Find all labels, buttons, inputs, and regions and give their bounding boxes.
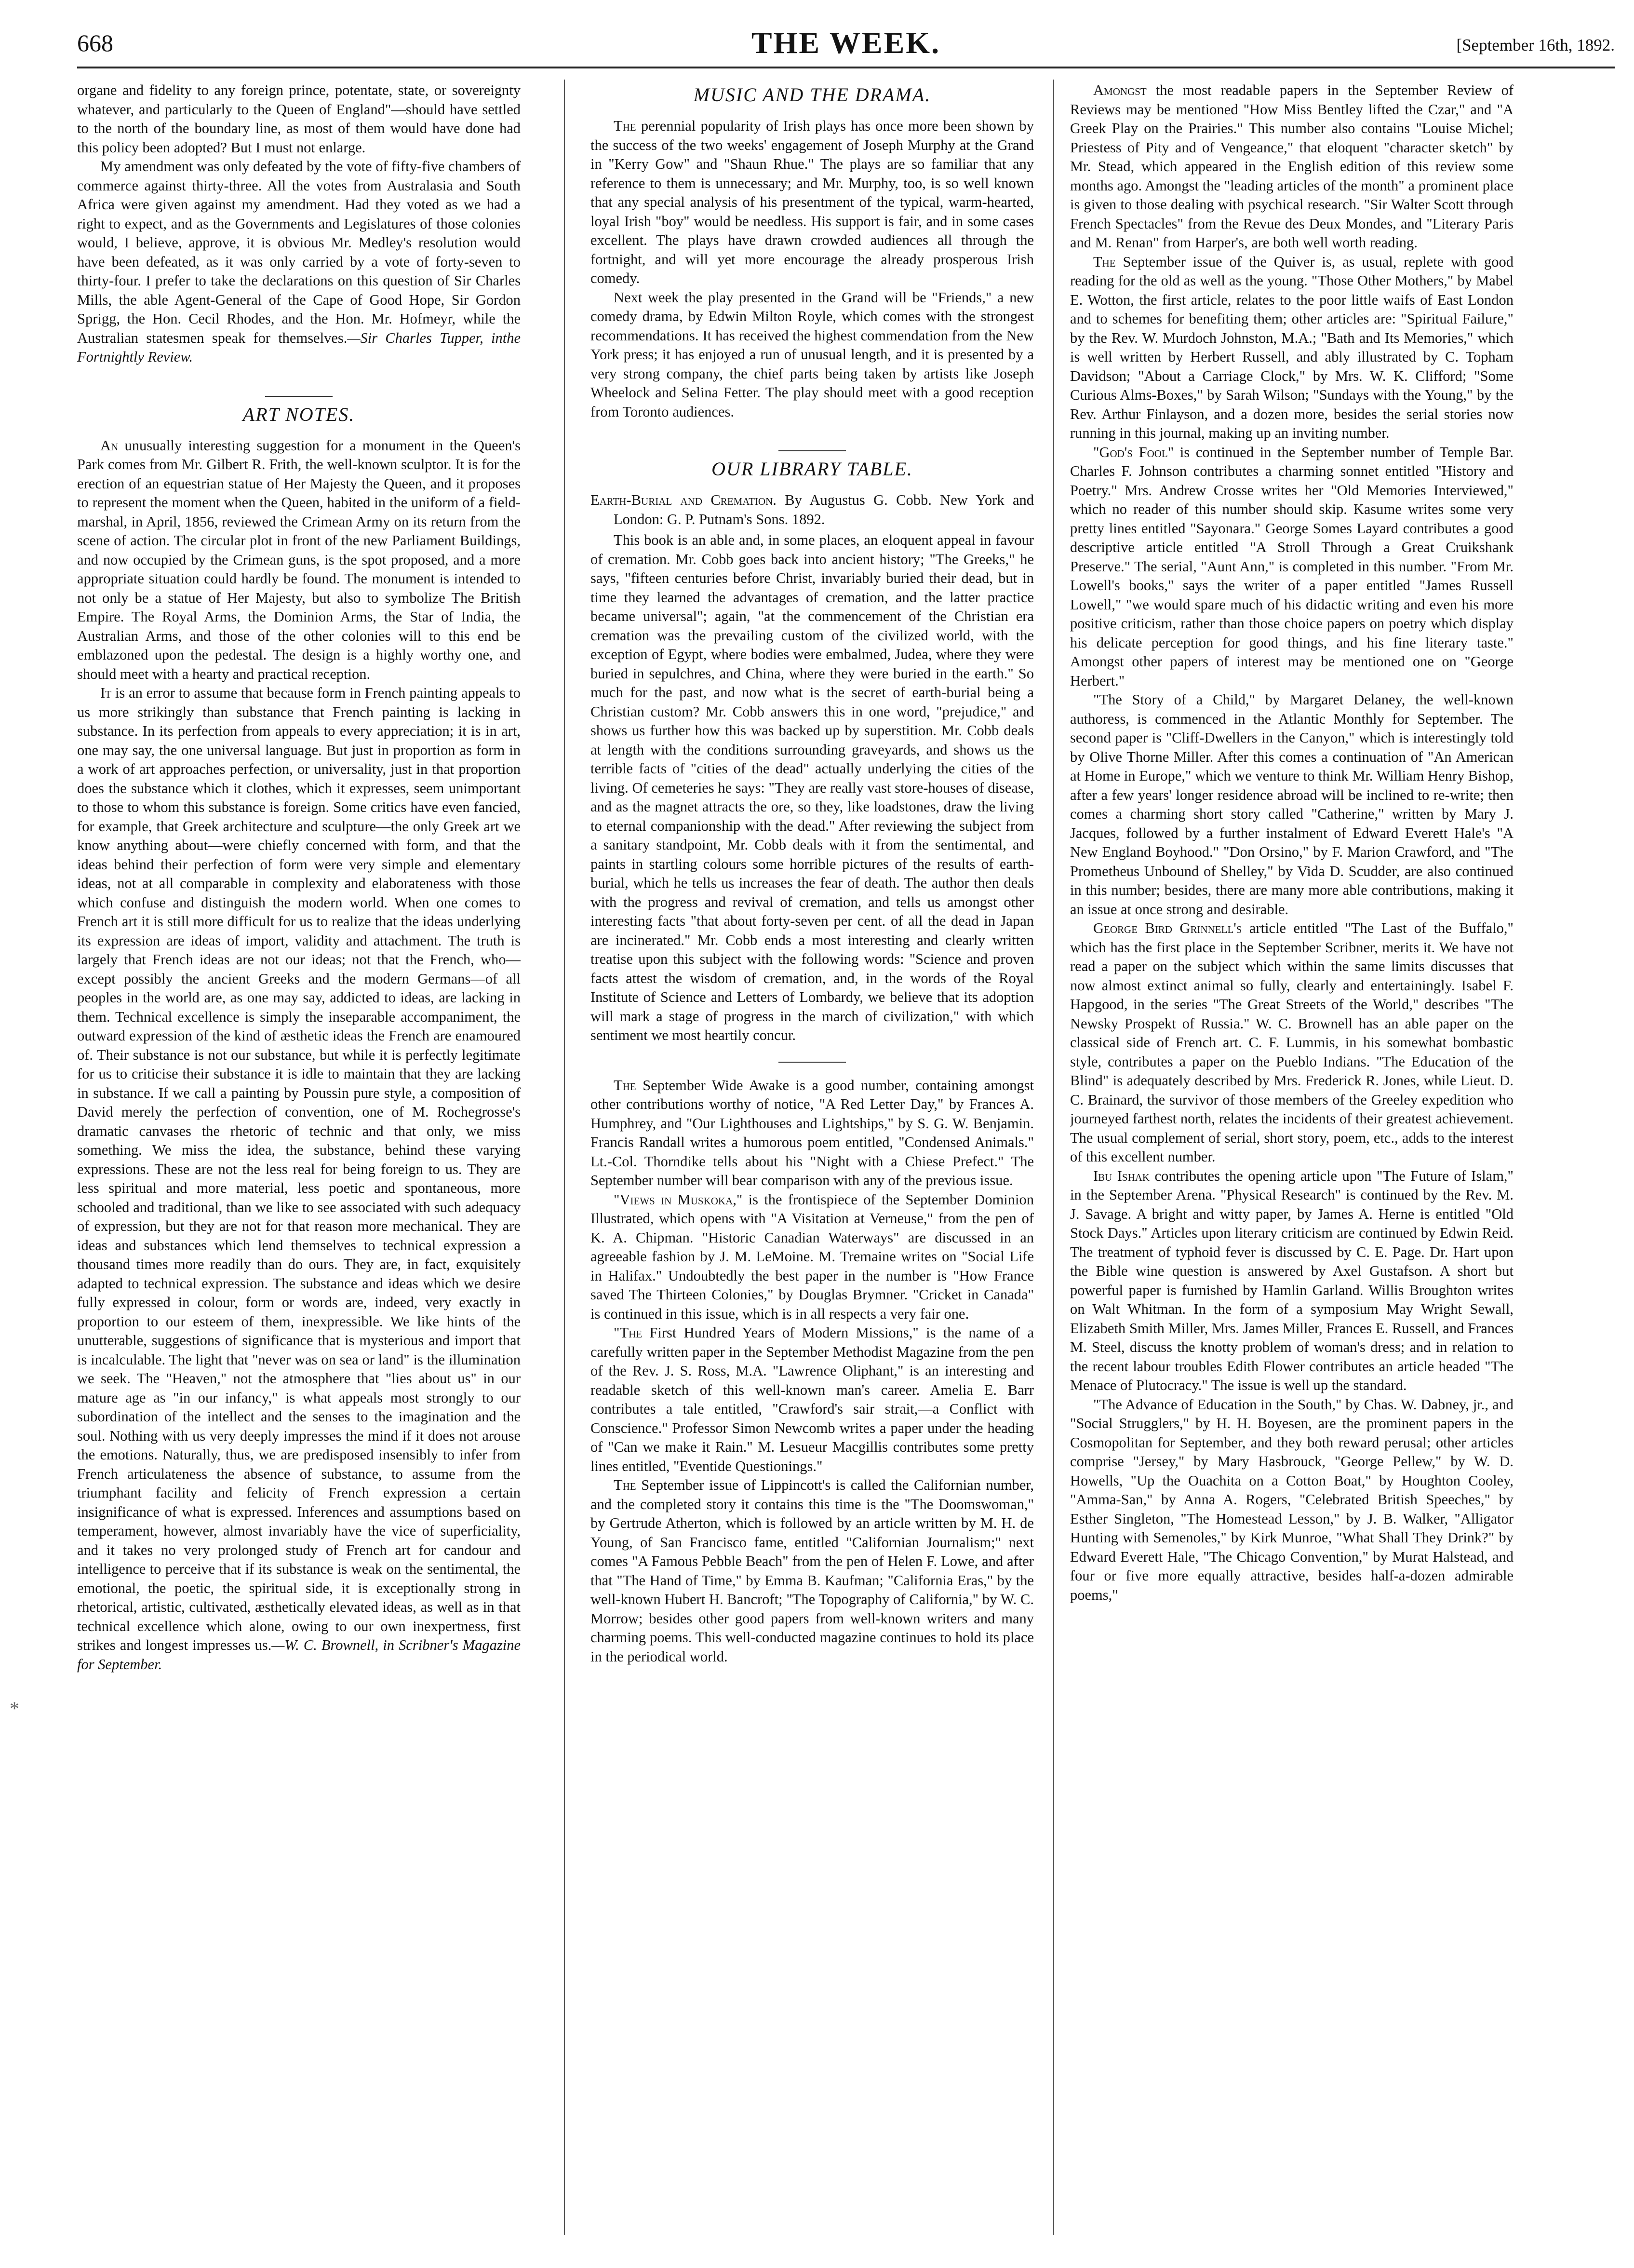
section-rule	[778, 450, 846, 451]
lead-word: "The	[614, 1324, 643, 1341]
paragraph	[590, 1323, 1034, 1476]
column-middle	[590, 81, 1034, 2231]
paragraph	[1070, 919, 1513, 1167]
paragraph	[77, 157, 521, 367]
section-heading-library-table: OUR LIBRARY TABLE.	[711, 458, 913, 480]
issue-date: [September 16th, 1892.	[1456, 36, 1615, 54]
paragraph	[590, 117, 1034, 288]
lead-word: "God's Fool"	[1093, 444, 1174, 460]
paragraph-body: the most readable papers in the September Review of Reviews may be mentioned "How Miss Bentley lifted the Czar," and "A Greek Play on the Prairies." This number also contains "Louise Michel; Priestess of Pity and of Vengeance," that eloquent "character sketch" by Mr. Stead, which appeared in the English edition of this review some months ago. Amongst the "leading articles of the month" a prominent place is given to those dealing with psychical research. "Sir Walter Scott through French Spectacles" from the Revue des Deux Mondes, and "Literary Paris and M. Renan" from Harper's, are both well worth reading.	[1070, 82, 1513, 251]
attribution: —W. C. Brownell, in Scribner's Magazine for September.	[77, 1637, 521, 1673]
lead-word: "Views in Muskoka,"	[614, 1191, 743, 1208]
page-header	[77, 25, 1615, 64]
paragraph	[1070, 253, 1513, 443]
paragraph	[1070, 443, 1513, 691]
lead-word: The	[614, 1477, 636, 1493]
paragraph	[1070, 1167, 1513, 1395]
book-meta: By Augustus G. Cobb. New York and London: G. P. Putnam's Sons. 1892.	[614, 492, 1034, 527]
paragraph-body: is the frontispiece of the September Dominion Illustrated, which opens with "A Visitation at Verneuse," from the pen of K. A. Chipman. "Historic Canadian Waterways" are discussed in an agreeable fashion by J. M. LeMoine. M. Tremaine writes on "Social Life in Halifax." Undoubtedly the best paper in the number is "How France saved The Thirteen Colonies," by Douglas Brymner. "Cricket in Canada" is continued in this issue, which is in all respects a very fair one.	[590, 1191, 1034, 1322]
paragraph: This book is an able and, in some places, an eloquent appeal in favour of cremation. Mr. Cobb goes back into ancient history; "The Greeks," he says, "fifteen centuries before Christ, invariably buried their dead, but in time they learned the advantages of cremation, and the latter practice became universal"; again, "at the commencement of the Christian era cremation was the prevailing custom of the civilized world, with the exception of Egypt, where bodies were embalmed, Judea, where they were buried in sepulchres, and China, where they were buried in the earth." So much for the past, and now what is the secret of earth-burial being a Christian custom? Mr. Cobb answers this in one word, "prejudice," and shows us further how this was backed up by superstition. Mr. Cobb deals at length with the conditions surrounding graveyards, and shows us the terrible facts of "cities of the dead" actually underlying the cities of the living. Of cemeteries he says: "They are really vast store-houses of disease, and as the magnet attracts the ore, so they, like loadstones, draw the living to eternal companionship with the dead." After reviewing the subject from a sanitary standpoint, Mr. Cobb deals with it from the sentimental, and paints in startling colours some horrible pictures of the results of earth-burial, which he tells us increases the fear of death. The author then deals with the progress and revival of cremation, and tells us amongst other interesting facts "that about forty-seven per cent. of all the dead in Japan are incinerated." Mr. Cobb ends a most interesting and clearly written treatise upon this subject with the following words: "Science and proven facts attest the wisdom of cremation, and, in the words of the Royal Institute of Science and Letters of Lombardy, we believe that its adoption will mark a stage of progress in the march of civilization," with which sentiment we most heartily concur.	[590, 532, 1034, 1043]
paragraph	[77, 436, 521, 684]
column-divider	[564, 80, 565, 2235]
paragraph	[1070, 81, 1513, 253]
paragraph: organe and fidelity to any foreign prince, potentate, state, or sovereignty whatever, and particularly to the Queen of England"—should have settled to the north of the boundary line, as most of them would have done had this policy been adopted? But I must not enlarge.	[77, 82, 521, 156]
page-number: 668	[77, 29, 113, 56]
column-right	[1070, 81, 1513, 2231]
lead-word: Ibu Ishak	[1093, 1167, 1150, 1184]
paragraph: "The Advance of Education in the South," by Chas. W. Dabney, jr., and "Social Strugglers," by H. H. Boyesen, are the prominent papers in the Cosmopolitan for September, and they both reward perusal; other articles comprise "Jersey," by Mary Hasbrouck, "George Pellew," by W. D. Howells, "Up the Ouachita on a Cotton Boat," by Houghton Cooley, "Amma-San," by Anna A. Rogers, "Celebrated British Speeches," by Esther Singleton, "The Homestead Lesson," by J. B. Walker, "Alligator Hunting with Semenoles," by Kirk Munroe, "What Shall They Drink?" by Edward Everett Hale, "The Chicago Convention," by Murat Halstead, and four or five more equally attractive, besides half-a-dozen admirable poems,"	[1070, 1396, 1513, 1603]
paragraph-body: First Hundred Years of Modern Missions," is the name of a carefully written paper in the September Methodist Magazine from the pen of the Rev. J. S. Ross, M.A. "Lawrence Oliphant," is an interesting and readable sketch of this well-known man's career. Amelia E. Barr contributes a tale entitled, "Crawford's sair strait,—a Conflict with Conscience." Professor Simon Newcomb writes a paper under the heading of "Can we make it Rain." M. Lesueur Macgillis contributes some pretty lines entitled, "Eventide Questionings."	[590, 1324, 1034, 1474]
paragraph-body: September Wide Awake is a good number, containing amongst other contributions worthy of notice, "A Red Letter Day," by Frances A. Humphrey, and "Our Lighthouses and Lightships," by S. G. W. Benjamin. Francis Randall writes a humorous poem entitled, "Condensed Animals." Lt.-Col. Thorndike tells about his "Night with a Chiese Prefect." The September number will bear comparison with any of the previous issue.	[590, 1077, 1034, 1188]
header-rule	[77, 67, 1615, 68]
paragraph-body: My amendment was only defeated by the vote of fifty-five chambers of commerce against thirty-three. All the votes from Australasia and South Africa were given against my amendment. Had they voted as we had a right to expect, and as the Governments and Legislatures of those colonies would, I believe, approve, it is obvious Mr. Medley's resolution would have been defeated, as it was only carried by a vote of forty-seven to thirty-four. I prefer to take the declarations on this question of Sir Charles Mills, the able Agent-General of the Cape of Good Hope, Sir Gordon Sprigg, the Hon. Cecil Rhodes, and the Hon. Mr. Hofmeyr, while the Australian statesmen speak for themselves.	[77, 158, 521, 346]
section-rule	[778, 1062, 846, 1063]
paragraph-body: article entitled "The Last of the Buffalo," which has the first place in the September Scribner, merits it. We have not read a paper on the subject which within the same limits discusses that now almost extinct animal so fully, clearly and entertainingly. Isabel F. Hapgood, in the series "The Great Streets of the World," describes "The Newsky Prospekt of Russia." W. C. Brownell has an able paper on the classical side of French art. C. F. Lummis, in his somewhat bombastic style, contributes a paper on the Pueblo Indians. "The Education of the Blind" is adequately described by Mrs. Frederick R. Jones, while Lieut. D. C. Brainard, the survivor of those members of the Greeley expedition who journeyed farthest north, relates the incidents of their greatest achievement. The usual complement of serial, short story, poem, etc., adds to the interest of this excellent number.	[1070, 920, 1513, 1165]
paragraph-body: contributes the opening article upon "The Future of Islam," in the September Arena. "Physical Research" is continued by the Rev. M. J. Savage. A bright and witty paper, by James A. Herne is entitled "Old Stock Days." Articles upon literary criticism are continued by Edwin Reid. The treatment of typhoid fever is discussed by C. E. Page. Dr. Hart upon the Bible wine question is answered by Axel Gustafson. A short but powerful paper is furnished by Hamlin Garland. Willis Broughton writes on Walt Whitman. In the form of a symposium May Wright Sewall, Elizabeth Smith Miller, Mrs. James Miller, Frances E. Russell, and Frances M. Steel, discuss the knotty problem of woman's dress; and in relation to the recent labour troubles Edith Flower contributes an article headed "The Menace of Plutocracy." The issue is well up the standard.	[1070, 1167, 1513, 1393]
lead-word: Amongst	[1093, 82, 1147, 98]
paragraph-body: is continued in the September number of Temple Bar. Charles F. Johnson contributes a charming sonnet entitled "History and Poetry." Mrs. Andrew Crosse writes her "Old Memories Interviewed," which no reader of this number should skip. Kasume writes some very pretty lines entitled "Sayonara." George Somes Layard contributes a good descriptive article entitled "A Stroll Through a Great Cruikshank Preserve." The serial, "Aunt Ann," is completed in this number. "From Mr. Lowell's books," says the writer of a paper entitled "James Russell Lowell," "we would spare much of his didactic writing and even his more positive criticism, rather than those choice papers on poetry which display his delicate perception for good things, and his fine literary taste." Amongst other papers of interest may be mentioned one on "George Herbert."	[1070, 444, 1513, 689]
margin-mark: *	[10, 1698, 19, 1719]
lead-word: It	[100, 685, 111, 701]
section-heading-art-notes: ART NOTES.	[242, 403, 355, 425]
column-left	[77, 81, 521, 2231]
masthead-title: THE WEEK.	[751, 26, 941, 60]
paragraph: "The Story of a Child," by Margaret Delaney, the well-known authoress, is commenced in the Atlantic Monthly for September. The second paper is "Cliff-Dwellers in the Canyon," which is interestingly told by Olive Thorne Miller. After this comes a continuation of "An American at Home in Europe," which we venture to think Mr. William Henry Bishop, after a few years' longer residence abroad will be inclined to re-write; then comes a charming short story called "Catherine," written by Mary J. Jacques, followed by a further instalment of Edward Everett Hale's "A New England Boyhood." "Don Orsino," by F. Marion Crawford, and "The Prometheus Unbound of Shelley," by Vida D. Scudder, are also continued in this number; besides, there are many more able contributions, making it an issue at once strong and desirable.	[1070, 691, 1513, 918]
section-rule	[265, 396, 333, 397]
lead-word: George Bird Grinnell's	[1093, 920, 1242, 936]
paragraph-body: September issue of the Quiver is, as usual, replete with good reading for the old as well as the young. "Those Other Mothers," by Mabel E. Wotton, the first article, relates to the poor little waifs of East London and to schemes for benefiting them; other articles are: "Spiritual Failure," by the Rev. W. Murdoch Johnston, M.A.; "Bath and Its Memories," which is well written by Herbert Russell, and ably illustrated by C. Topham Davidson; "About a Carriage Clock," by Mrs. W. K. Clifford; "Some Curious Alms-Boxes," by Sarah Wilson; "Sundays with the Young," by the Rev. Arthur Finlayson, and a dozen more, besides the serial stories now running in this journal, making up an inviting number.	[1070, 253, 1513, 441]
lead-word: The	[614, 1077, 636, 1094]
paragraph	[590, 1190, 1034, 1324]
paragraph-body: perennial popularity of Irish plays has once more been shown by the success of the two weeks' engagement of Joseph Murphy at the Grand in "Kerry Gow" and "Shaun Rhue." The plays are so familiar that any reference to them is unnecessary; and Mr. Murphy, too, is so well known that any special analysis of his presentment of the typical, warm-hearted, loyal Irish "boy" would be needless. His support is fair, and in some cases excellent. The plays have drawn crowded audiences all through the fortnight, and will yet more encourage the already prosperous Irish comedy.	[590, 118, 1034, 286]
paragraph	[590, 1476, 1034, 1666]
paragraph	[77, 684, 521, 1674]
lead-word: An	[100, 437, 119, 454]
lead-word: The	[614, 118, 636, 134]
paragraph-body: unusually interesting suggestion for a monument in the Queen's Park comes from Mr. Gilbert R. Frith, the well-known sculptor. It is for the erection of an equestrian statue of Her Majesty the Queen, and it proposes to represent the moment when the Queen, habited in the uniform of a field-marshal, in April, 1856, reviewed the Crimean Army on its return from the scene of action. The circular plot in front of the new Parliament Buildings, and now occupied by the Crimean guns, is the spot proposed, and a more appropriate situation could hardly be found. The monument is intended to not only be a statue of Her Majesty, but also to symbolize The British Empire. The Royal Arms, the Dominion Arms, the Star of India, the Australian Arms, and those of the other colonies will to this end be emblazoned upon the pedestal. The design is a highly worthy one, and should meet with a hearty and practical reception.	[77, 437, 521, 682]
book-title: Earth-Burial and Cremation.	[590, 492, 777, 508]
paragraph	[590, 1076, 1034, 1190]
paragraph: Next week the play presented in the Grand will be "Friends," a new comedy drama, by Edwin Milton Royle, which comes with the strongest recommendations. It has received the highest commendation from the New York press; it has enjoyed a run of unusual length, and it is presented by a very strong company, the chief parts being taken by artists like Joseph Wheelock and Selina Fetter. The play should meet with a good reception from Toronto audiences.	[590, 289, 1034, 420]
paragraph-body: is an error to assume that because form in French painting appeals to us more strikingly than substance that French painting is lacking in substance. In its perfection from appeals to every appreciation; it is in art, one may say, the one universal language. But just in proportion as form in a work of art approaches perfection, or universality, just in that proportion does the substance which it clothes, which it expresses, seem unimportant to those to whom this substance is foreign. Some critics have even fancied, for example, that Greek architecture and sculpture—the only Greek art we know anything about—were chiefly concerned with form, and that the ideas behind their perfection of form were very simple and elementary ideas, not at all comparable in complexity and elaborateness with those which confuse and distinguish the modern world. When one comes to French art it is still more difficult for us to realize that the ideas underlying its expression are ideas of import, validity and attachment. The truth is largely that French ideas are not our ideas; not that the French, who—except possibly the ancient Greeks and the modern Germans—of all peoples in the world are, as one may say, addicted to ideas, are lacking in them. Technical excellence is simply the inseparable accompaniment, the outward expression of the kind of æsthetic ideas the French are enamoured of. Their substance is not our substance, but while it is perfectly legitimate for us to criticise their substance it is idle to maintain that they are lacking in substance. If we call a painting by Poussin pure style, a composition of David merely the perfection of convention, one of M. Rochegrosse's dramatic canvases the rhetoric of technic and that only, we miss something. We miss the idea, the substance, behind these varying expressions. These are not the less real for being foreign to us. They are less spiritual and more material, less poetic and spontaneous, more schooled and traditional, than we like to see associated with such adequacy of expression, but they are not for that reason more mechanical. They are ideas and substances which lend themselves to technical expression a thousand times more readily than do ours. They are, in fact, exquisitely adapted to technical expression. The substance and ideas which we desire fully expressed in colour, form or words are, indeed, very exactly in proportion to our esteem of them, inexpressible. We like hints of the unutterable, suggestions of significance that is mysterious and import that is incalculable. The light that "never was on sea or land" is the illumination we seek. The "Heaven," not the atmosphere that "lies about us" in our mature age as "in our infancy," is what appeals most strongly to our subordination of the intellect and the senses to the imagination and the soul. Nothing with us very deeply impresses the mind if it does not arouse the emotions. Naturally, thus, we are predisposed insensibly to infer from French articulateness the absence of substance, to assume from the triumphant facility and felicity of French expression a certain insignificance of what is expressed. Inferences and assumptions based on temperament, however, almost invariably have the vice of superficiality, and it takes no very prolonged study of French art for candour and intelligence to perceive that if its substance is weak on the sentimental, the emotional, the poetic, the spiritual side, it is exceptionally strong in rhetorical, artistic, cultivated, æsthetically elevated ideas, as well as in that technical excellence which alone, owing to our own inexpertness, first strikes and longest impresses us.	[77, 685, 521, 1653]
lead-word: The	[1093, 253, 1116, 270]
column-divider	[1053, 80, 1054, 2235]
book-citation	[590, 491, 1034, 529]
attribution: —Sir Charles Tupper, inthe Fortnightly Review.	[77, 329, 521, 365]
section-heading-music-drama: MUSIC AND THE DRAMA.	[693, 84, 931, 106]
paragraph-body: September issue of Lippincott's is called the Californian number, and the completed story it contains this time is the "The Doomswoman," by Gertrude Atherton, which is followed by an article written by M. H. de Young, of San Francisco fame, entitled "Californian Journalism;" next comes "A Famous Pebble Beach" from the pen of Helen F. Lowe, and after that "The Hand of Time," by Emma B. Kaufman; "California Eras," by the well-known Hubert H. Bancroft; "The Topography of California," by W. C. Morrow; besides other good papers from well-known writers and many charming poems. This well-conducted magazine continues to hold its place in the periodical world.	[590, 1477, 1034, 1665]
